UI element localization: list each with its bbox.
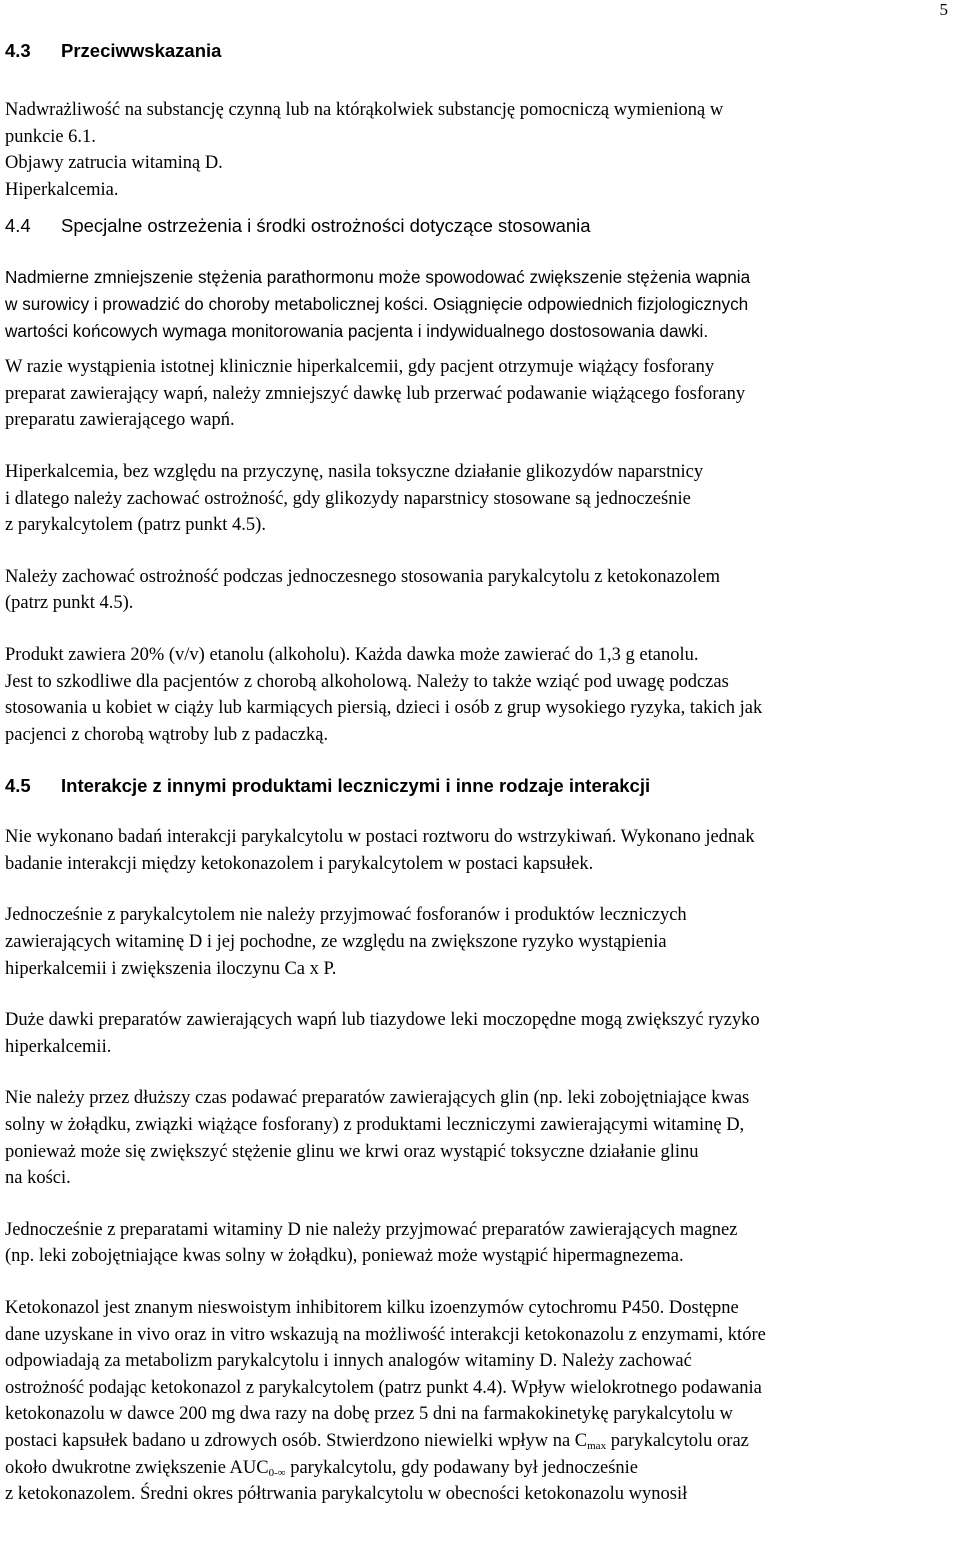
text-line: badanie interakcji między ketokonazolem i parykalcytolem w postaci kapsułek. xyxy=(5,853,594,874)
warning-paragraph-3 xyxy=(5,459,955,539)
text-line: Nie należy przez dłuższy czas podawać preparatów zawierających glin (np. leki zobojętniające kwas xyxy=(5,1088,750,1109)
interaction-paragraph-5 xyxy=(5,1217,955,1270)
text-line: (patrz punkt 4.5). xyxy=(5,593,134,614)
interaction-paragraph-1 xyxy=(5,824,955,877)
text-line: ponieważ może się zwiększyć stężenie glinu we krwi oraz wystąpić toksyczne działanie glinu xyxy=(5,1141,699,1162)
text-line: z ketokonazolem. Średni okres półtrwania parykalcytolu w obecności ketokonazolu wynosił xyxy=(5,1484,688,1505)
warning-paragraph-2 xyxy=(5,354,955,434)
text-line: Objawy zatrucia witaminą D. xyxy=(5,153,223,174)
section-title: Specjalne ostrzeżenia i środki ostrożności dotyczące stosowania xyxy=(61,215,591,237)
document-body xyxy=(5,38,955,1508)
text-line: Produkt zawiera 20% (v/v) etanolu (alkoholu). Każda dawka może zawierać do 1,3 g etanolu. xyxy=(5,644,699,665)
text-line: ketokonazolu w dawce 200 mg dwa razy na dobę przez 5 dni na farmakokinetykę parykalcytolu w xyxy=(5,1404,733,1425)
text-line: pacjenci z chorobą wątroby lub z padaczką. xyxy=(5,724,329,745)
subscript-max: max xyxy=(587,1439,607,1452)
text-line: Ketokonazol jest znanym nieswoistym inhibitorem kilku izoenzymów cytochromu P450. Dostępne xyxy=(5,1298,739,1318)
text-line xyxy=(5,1455,955,1482)
text-line: Nadmierne zmniejszenie stężenia parathormonu może spowodować zwiększenie stężenia wapnia xyxy=(5,267,751,288)
section-4-4-heading xyxy=(5,213,955,239)
section-title: Przeciwwskazania xyxy=(61,40,222,61)
text-line: Hiperkalcemia, bez względu na przyczynę, nasila toksyczne działanie glikozydów naparstnicy xyxy=(5,461,704,482)
section-number: 4.5 xyxy=(5,775,31,797)
interaction-paragraph-4 xyxy=(5,1085,955,1191)
section-4-5-heading xyxy=(5,773,955,799)
page-number: 5 xyxy=(939,0,948,19)
text-line: preparatu zawierającego wapń. xyxy=(5,410,235,431)
section-number: 4.3 xyxy=(5,40,31,61)
text-line: Duże dawki preparatów zawierających wapń lub tiazydowe leki moczopędne mogą zwiększyć ryzyko xyxy=(5,1010,760,1031)
interaction-paragraph-3 xyxy=(5,1007,955,1060)
text-line: Nadwrażliwość na substancję czynną lub na którąkolwiek substancję pomocniczą wymienioną w xyxy=(5,100,724,120)
contraindications-paragraph xyxy=(5,97,955,203)
section-title: Interakcje z innymi produktami leczniczymi i inne rodzaje interakcji xyxy=(61,775,651,797)
text-line: (np. leki zobojętniające kwas solny w żołądku), ponieważ może wystąpić hipermagnezema. xyxy=(5,1246,684,1267)
text-line: wartości końcowych wymaga monitorowania pacjenta i indywidualnego dostosowania dawki. xyxy=(5,320,709,341)
text-line xyxy=(5,1428,955,1455)
text-segment: parykalcytolu, gdy podawany był jednocześnie xyxy=(285,1457,639,1478)
interaction-paragraph-2 xyxy=(5,902,955,982)
section-number: 4.4 xyxy=(5,215,31,237)
warning-paragraph-4 xyxy=(5,564,955,617)
text-line: Jednocześnie z parykalcytolem nie należy przyjmować fosforanów i produktów leczniczych xyxy=(5,905,687,926)
text-line: Należy zachować ostrożność podczas jednoczesnego stosowania parykalcytolu z ketokonazolem xyxy=(5,566,721,587)
text-line: Jednocześnie z preparatami witaminy D nie należy przyjmować preparatów zawierających magnez xyxy=(5,1219,738,1240)
text-segment: parykalcytolu oraz xyxy=(606,1430,749,1451)
text-line: hiperkalcemii. xyxy=(5,1036,112,1057)
text-segment: postaci kapsułek badano u zdrowych osób. Stwierdzono niewielki wpływ na C xyxy=(5,1430,588,1451)
text-line: Jest to szkodliwe dla pacjentów z chorobą alkoholową. Należy to także wziąć pod uwagę podczas xyxy=(5,671,729,692)
section-4-3-heading xyxy=(5,38,955,64)
text-line: Nie wykonano badań interakcji parykalcytolu w postaci roztworu do wstrzykiwań. Wykonano jednak xyxy=(5,827,755,848)
text-line: hiperkalcemii i zwiększenia iloczynu Ca x P. xyxy=(5,958,337,979)
subscript-auc: 0-∞ xyxy=(268,1466,286,1479)
text-line: i dlatego należy zachować ostrożność, gdy glikozydy naparstnicy stosowane są jednocześnie xyxy=(5,488,691,509)
text-line: stosowania u kobiet w ciąży lub karmiących piersią, dzieci i osób z grup wysokiego ryzyka, takich jak xyxy=(5,698,763,719)
warning-paragraph-5 xyxy=(5,642,955,748)
text-line: zawierających witaminę D i jej pochodne, ze względu na zwiększone ryzyko wystąpienia xyxy=(5,932,667,953)
text-line: solny w żołądku, związki wiążące fosforany) z produktami leczniczymi zawierającymi witaminę D, xyxy=(5,1115,745,1136)
text-line: preparat zawierający wapń, należy zmniejszyć dawkę lub przerwać podawanie wiążącego fosforany xyxy=(5,383,746,404)
text-segment: około dwukrotne zwiększenie AUC xyxy=(5,1457,269,1478)
interaction-paragraph-6 xyxy=(5,1295,955,1508)
text-line: Hiperkalcemia. xyxy=(5,179,119,200)
text-line: z parykalcytolem (patrz punkt 4.5). xyxy=(5,515,266,536)
text-line: w surowicy i prowadzić do choroby metabolicznej kości. Osiągnięcie odpowiednich fizjologicznych xyxy=(5,293,749,314)
text-line: odpowiadają za metabolizm parykalcytolu i innych analogów witaminy D. Należy zachować xyxy=(5,1351,692,1372)
text-line: ostrożność podając ketokonazol z parykalcytolem (patrz punkt 4.4). Wpływ wielokrotnego podawania xyxy=(5,1377,762,1398)
text-line: dane uzyskane in vivo oraz in vitro wskazują na możliwość interakcji ketokonazolu z enzymami, które xyxy=(5,1324,766,1345)
text-line: na kości. xyxy=(5,1168,71,1189)
text-line: punkcie 6.1. xyxy=(5,126,96,147)
warning-paragraph-1 xyxy=(5,264,955,344)
text-line: W razie wystąpienia istotnej klinicznie hiperkalcemii, gdy pacjent otrzymuje wiążący fosforany xyxy=(5,357,715,378)
